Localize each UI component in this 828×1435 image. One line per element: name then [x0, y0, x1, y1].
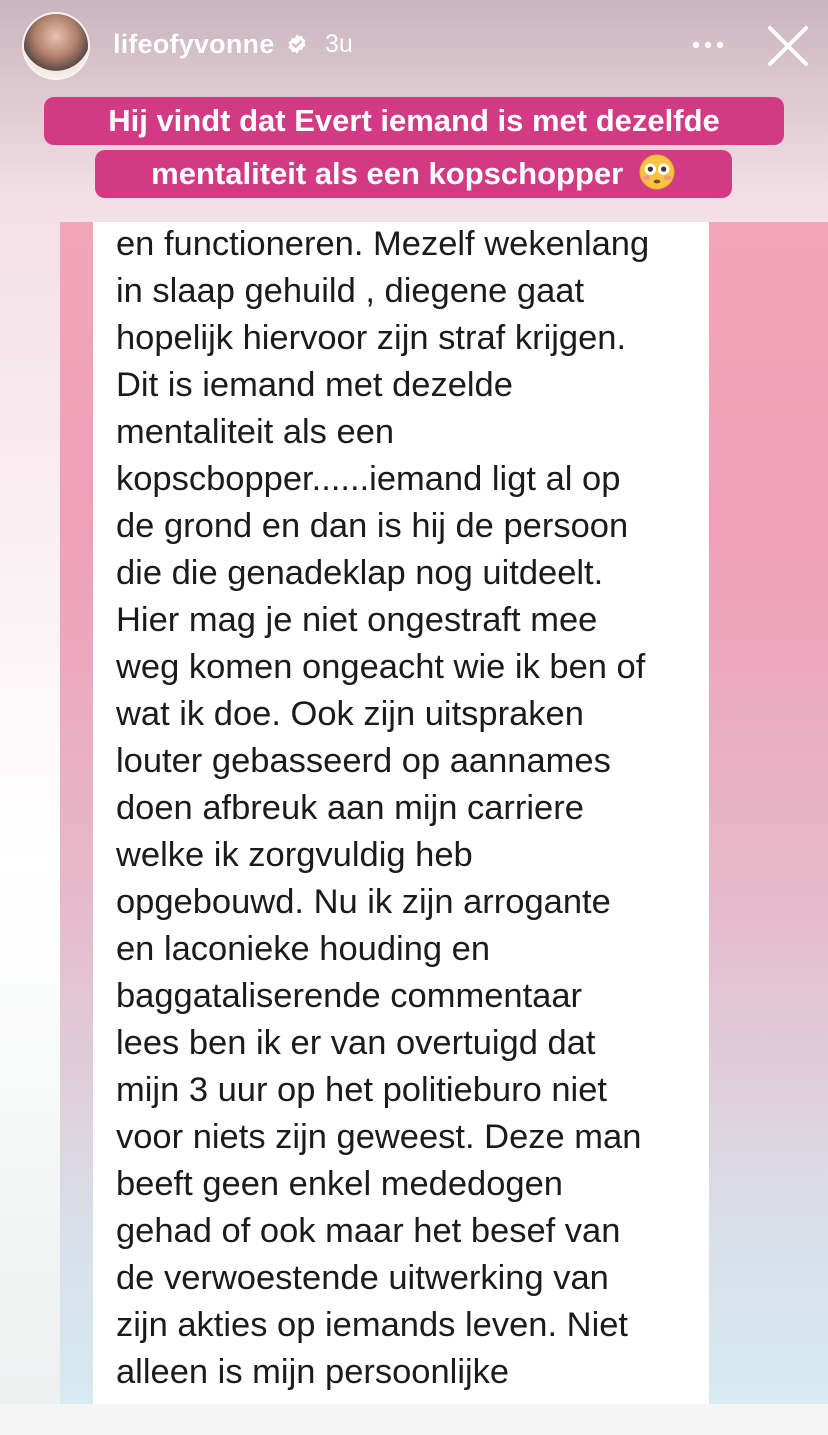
username[interactable]: lifeofyvonne — [113, 29, 275, 59]
message-line: kopscbopper......iemand ligt al op — [116, 460, 621, 498]
caption-text-2: mentaliteit als een kopschopper — [151, 156, 624, 191]
message-line: die die genadeklap nog uitdeelt. — [116, 554, 604, 592]
message-line: opgebouwd. Nu ik zijn arrogante — [116, 883, 611, 921]
post-time: 3u — [325, 30, 353, 58]
message-line: in slaap gehuild , diegene gaat — [116, 272, 585, 310]
message-line: mentaliteit als een — [116, 413, 395, 451]
message-screenshot-card — [93, 222, 709, 1404]
message-line: voor niets zijn geweest. Deze man — [116, 1118, 642, 1156]
message-line: hopelijk hiervoor zijn straf krijgen. — [116, 319, 627, 357]
profile-avatar[interactable] — [24, 14, 88, 78]
caption-text-1: Hij vindt dat Evert iemand is met dezelfde — [108, 103, 720, 138]
message-line: louter gebasseerd op aannames — [116, 742, 611, 780]
message-line: doen afbreuk aan mijn carriere — [116, 789, 584, 827]
message-line: wat ik doe. Ook zijn uitspraken — [116, 695, 584, 733]
message-line: Dit is iemand met dezelde — [116, 366, 513, 404]
message-line: welke ik zorgvuldig heb — [116, 836, 473, 874]
message-line: alleen is mijn persoonlijke — [116, 1353, 510, 1391]
message-line: Hier mag je niet ongestraft mee — [116, 601, 598, 639]
message-line: baggataliserende commentaar — [116, 977, 583, 1015]
flushed-face-emoji — [638, 153, 676, 191]
close-icon[interactable] — [764, 22, 812, 70]
message-line: beeft geen enkel mededogen — [116, 1165, 563, 1203]
message-line: de verwoestende uitwerking van — [116, 1259, 609, 1297]
message-line: gehad of ook maar het besef van — [116, 1212, 621, 1250]
more-dots-icon[interactable] — [690, 36, 726, 54]
message-line: en functioneren. Mezelf wekenlang — [116, 225, 650, 263]
message-line: zijn akties op iemands leven. Niet — [116, 1306, 629, 1344]
message-line: de grond en dan is hij de persoon — [116, 507, 629, 545]
message-line: lees ben ik er van overtuigd dat — [116, 1024, 596, 1062]
bottom-strip — [0, 1404, 828, 1435]
verified-badge-icon — [286, 33, 308, 55]
story-header — [0, 0, 828, 92]
caption-line-1 — [44, 97, 784, 145]
message-line: en laconieke houding en — [116, 930, 491, 968]
message-line: weg komen ongeacht wie ik ben of — [116, 648, 646, 686]
caption-line-2 — [95, 150, 732, 198]
message-line: mijn 3 uur op het politieburo niet — [116, 1071, 607, 1109]
